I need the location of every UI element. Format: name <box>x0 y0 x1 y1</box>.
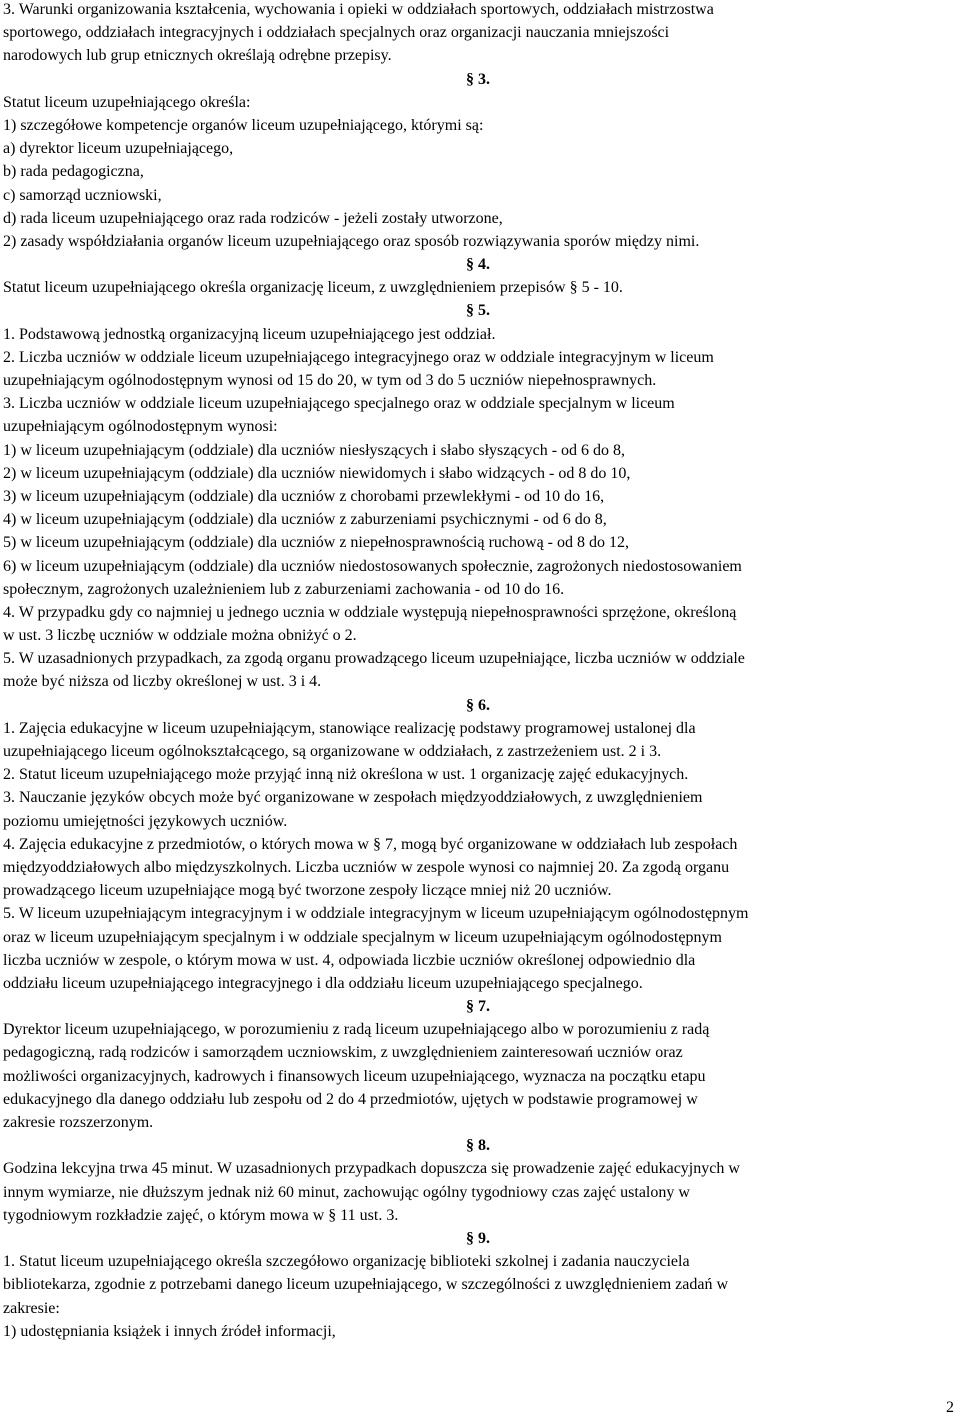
text-line: 2. Statut liceum uzupełniającego może przyjąć inną niż określona w ust. 1 organizację zajęć edukacyjnych. <box>3 766 689 784</box>
text-line: 3. Nauczanie języków obcych może być organizowane w zespołach międzyoddziałowych, z uwzględnieniem <box>3 789 703 807</box>
text-line: społecznym, zagrożonych uzależnieniem lub z zaburzeniami zachowania - od 10 do 16. <box>3 580 565 598</box>
document-section <box>3 68 953 254</box>
text-line: uzupełniającym ogólnodostępnym wynosi od 15 do 20, w tym od 3 do 5 uczniów niepełnosprawnych. <box>3 372 657 389</box>
text-line: zakresie: <box>3 1299 60 1317</box>
page-number: 2 <box>946 1399 954 1416</box>
text-line: 1) szczegółowe kompetencje organów liceum uzupełniającego, którymi są: <box>3 116 484 134</box>
section-heading: § 6. <box>466 696 490 714</box>
text-line: oraz w liceum uzupełniającym specjalnym i w oddziale specjalnym w liceum uzupełniającym ogólnodostępnym <box>3 928 722 946</box>
section-heading: § 3. <box>466 70 490 88</box>
text-line: poziomu umiejętności językowych uczniów. <box>3 812 288 830</box>
text-line: pedagogiczną, radą rodziców i samorządem uczniowskim, z uwzględnieniem zainteresowań uczniów oraz <box>3 1044 683 1062</box>
text-line: może być niższa od liczby określonej w ust. 3 i 4. <box>3 673 322 691</box>
text-line: tygodniowym rozkładzie zajęć, o którym mowa w § 11 ust. 3. <box>3 1206 399 1224</box>
text-line: oddziału liceum uzupełniającego integracyjnego i dla oddziału liceum uzupełniającego specjalnego. <box>3 974 643 992</box>
text-line: a) dyrektor liceum uzupełniającego, <box>3 140 234 158</box>
text-line: Statut liceum uzupełniającego określa organizację liceum, z uwzględnieniem przepisów § 5 - 10. <box>3 279 623 297</box>
document-section <box>3 0 953 68</box>
document-section <box>3 995 953 1134</box>
text-line: 4. Zajęcia edukacyjne z przedmiotów, o których mowa w § 7, mogą być organizowane w oddziałach lub zespołach <box>3 835 738 853</box>
text-line: 2) w liceum uzupełniającym (oddziale) dla uczniów niewidomych i słabo widzących - od 8 do 10, <box>3 464 631 482</box>
text-line: możliwości organizacyjnych, kadrowych i finansowych liceum uzupełniającego, wyznacza na początku etapu <box>3 1067 706 1085</box>
text-line: sportowego, oddziałach integracyjnych i oddziałach specjalnych oraz organizacji nauczania mniejszości <box>3 24 670 42</box>
text-line: 6) w liceum uzupełniającym (oddziale) dla uczniów niedostosowanych społecznie, zagrożonych niedostosowaniem <box>3 557 742 575</box>
section-heading: § 5. <box>466 302 490 320</box>
text-line: 2) zasady współdziałania organów liceum uzupełniającego oraz sposób rozwiązywania sporów między nimi. <box>3 232 700 250</box>
text-line: 3. Warunki organizowania kształcenia, wychowania i opieki w oddziałach sportowych, oddziałach mistrzostwa <box>3 1 714 18</box>
text-line: 1. Podstawową jednostką organizacyjną liceum uzupełniającego jest oddział. <box>3 325 496 343</box>
text-line: 5. W liceum uzupełniającym integracyjnym i w oddziale integracyjnym w liceum uzupełniającym ogólnodostępnym <box>3 905 749 923</box>
text-line: 3. Liczba uczniów w oddziale liceum uzupełniającego specjalnego oraz w oddziale specjalnym w liceum <box>3 395 675 413</box>
text-line: bibliotekarza, zgodnie z potrzebami danego liceum uzupełniającego, w szczególności z uwzględnieniem zadań w <box>3 1276 729 1294</box>
section-heading: § 9. <box>466 1229 490 1247</box>
text-line: 5. W uzasadnionych przypadkach, za zgodą organu prowadzącego liceum uzupełniające, liczba uczniów w oddziale <box>3 650 745 668</box>
text-line: 4. W przypadku gdy co najmniej u jednego ucznia w oddziale występują niepełnosprawności sprzężone, określoną <box>3 603 737 621</box>
text-line: narodowych lub grup etnicznych określają odrębne przepisy. <box>3 47 392 65</box>
text-line: innym wymiarze, nie dłuższym jednak niż 60 minut, zachowując ogólny tygodniowy czas zajęć ustalony w <box>3 1183 690 1201</box>
document-section <box>3 299 953 693</box>
text-line: 1) udostępniania książek i innych źródeł informacji, <box>3 1322 336 1340</box>
text-line: edukacyjnego dla danego oddziału lub zespołu od 2 do 4 przedmiotów, ujętych w podstawie programowej w <box>3 1090 698 1108</box>
text-line: uzupełniającego liceum ogólnokształcącego, są organizowane w oddziałach, z zastrzeżeniem ust. 2 i 3. <box>3 743 662 760</box>
text-line: 1) w liceum uzupełniającym (oddziale) dla uczniów niesłyszących i słabo słyszących - od 6 do 8, <box>3 441 626 459</box>
document-section <box>3 253 953 299</box>
text-line: Dyrektor liceum uzupełniającego, w porozumieniu z radą liceum uzupełniającego albo w porozumieniu z radą <box>3 1021 710 1039</box>
text-line: 5) w liceum uzupełniającym (oddziale) dla uczniów z niepełnosprawnością ruchową - od 8 do 12, <box>3 534 630 552</box>
text-line: 3) w liceum uzupełniającym (oddziale) dla uczniów z chorobami przewlekłymi - od 10 do 16, <box>3 487 605 505</box>
section-heading: § 8. <box>466 1137 490 1155</box>
text-line: 1. Statut liceum uzupełniającego określa szczegółowo organizację biblioteki szkolnej i zadania nauczyciela <box>3 1253 690 1271</box>
text-line: c) samorząd uczniowski, <box>3 186 162 204</box>
text-line: międzyoddziałowych albo międzyszkolnych. Liczba uczniów w zespole wynosi co najmniej 20. Za zgodą organu <box>3 858 730 876</box>
text-line: w ust. 3 liczbę uczniów w oddziale można obniżyć o 2. <box>3 627 357 645</box>
text-line: liczba uczniów w zespole, o którym mowa w ust. 4, odpowiada liczbie uczniów określonej odpowiednio dla <box>3 951 696 969</box>
document-page <box>3 0 953 1343</box>
text-line: 1. Zajęcia edukacyjne w liceum uzupełniającym, stanowiące realizację podstawy programowej ustalonej dla <box>3 719 696 737</box>
text-line: d) rada liceum uzupełniającego oraz rada rodziców - jeżeli zostały utworzone, <box>3 209 503 227</box>
text-line: Statut liceum uzupełniającego określa: <box>3 93 251 111</box>
document-section <box>3 1227 953 1343</box>
section-heading: § 4. <box>466 256 490 274</box>
document-section <box>3 1134 953 1227</box>
document-section <box>3 694 953 995</box>
text-line: Godzina lekcyjna trwa 45 minut. W uzasadnionych przypadkach dopuszcza się prowadzenie zajęć edukacyjnych w <box>3 1160 740 1178</box>
section-heading: § 7. <box>466 998 490 1016</box>
text-line: 4) w liceum uzupełniającym (oddziale) dla uczniów z zaburzeniami psychicznymi - od 6 do 8, <box>3 511 607 529</box>
text-line: zakresie rozszerzonym. <box>3 1114 154 1131</box>
text-line: uzupełniającym ogólnodostępnym wynosi: <box>3 418 278 436</box>
text-line: prowadzącego liceum uzupełniające mogą być tworzone zespoły liczące mniej niż 20 uczniów. <box>3 882 612 900</box>
text-line: 2. Liczba uczniów w oddziale liceum uzupełniającego integracyjnego oraz w oddziale integracyjnym w liceum <box>3 348 714 366</box>
text-line: b) rada pedagogiczna, <box>3 163 144 181</box>
